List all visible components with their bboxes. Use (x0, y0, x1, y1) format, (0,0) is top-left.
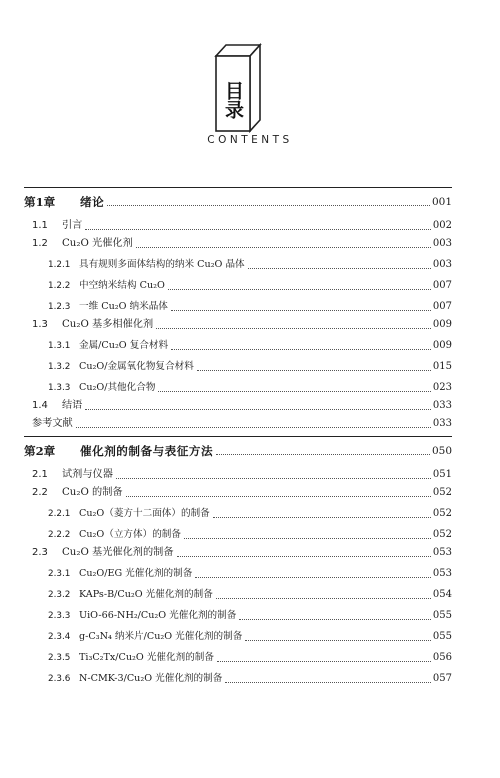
leader-dots (168, 289, 431, 290)
toc-section-entry[interactable] (24, 238, 452, 250)
toc-entry-number: 1.2.3 (48, 302, 71, 312)
toc-entry-title: Cu₂O/EG 光催化剂的制备 (79, 568, 193, 579)
toc-page-number: 001 (431, 196, 452, 208)
toc-page-number: 033 (432, 418, 452, 429)
toc-section-entry[interactable] (24, 400, 452, 412)
leader-dots (197, 370, 431, 371)
leader-dots (217, 661, 431, 662)
toc-entry-title: Cu₂O（菱方十二面体）的制备 (79, 508, 210, 519)
leader-dots (126, 496, 431, 497)
toc-page-number: 052 (432, 529, 452, 540)
toc-subsection-entry[interactable] (24, 301, 452, 313)
toc-page-number: 055 (432, 610, 452, 621)
toc-page-number: 053 (432, 547, 452, 558)
toc-entry-title: 试剂与仪器 (62, 469, 113, 480)
toc-entry-number: 第1章 (24, 195, 56, 209)
leader-dots (85, 229, 431, 230)
toc-section-entry[interactable] (24, 469, 452, 481)
leader-dots (107, 205, 430, 206)
toc-entry-number: 2.3.2 (48, 590, 71, 600)
leader-dots (136, 247, 431, 248)
logo-text: 目录 (222, 81, 244, 119)
toc-entry-title: 金属/Cu₂O 复合材料 (79, 340, 169, 351)
toc-page-number: 003 (432, 259, 452, 270)
toc-page-number: 015 (432, 361, 452, 372)
toc-entry-number: 1.2.1 (48, 260, 71, 270)
leader-dots (171, 310, 431, 311)
leader-dots (216, 454, 430, 455)
toc-subsection-entry[interactable] (24, 652, 452, 664)
toc-entry-title: Ti₃C₂Tx/Cu₂O 光催化剂的制备 (79, 652, 214, 663)
toc-page-number: 050 (431, 445, 452, 457)
toc-page-number: 051 (432, 469, 452, 480)
toc-subsection-entry[interactable] (24, 508, 452, 520)
toc-page-number: 007 (432, 301, 452, 312)
toc-subsection-entry[interactable] (24, 673, 452, 685)
toc-page-number: 055 (432, 631, 452, 642)
leader-dots (85, 409, 431, 410)
toc-entry-number: 2.3.5 (48, 653, 71, 663)
toc-subsection-entry[interactable] (24, 529, 452, 541)
toc-entry-number: 1.3.2 (48, 362, 71, 372)
toc-chapter-entry[interactable] (24, 196, 452, 208)
toc-entry-title: KAPs-B/Cu₂O 光催化剂的制备 (79, 589, 213, 600)
toc-entry-number: 2.3.6 (48, 674, 71, 684)
toc-page-number: 009 (432, 319, 452, 330)
toc-page-number: 003 (432, 238, 452, 249)
toc-entry-title: g-C₃N₄ 纳米片/Cu₂O 光催化剂的制备 (79, 631, 243, 642)
toc-subsection-entry[interactable] (24, 382, 452, 394)
leader-dots (184, 538, 431, 539)
leader-dots (239, 619, 431, 620)
toc-entry-title: 参考文献 (32, 418, 73, 429)
toc-subsection-entry[interactable] (24, 280, 452, 292)
toc-subsection-entry[interactable] (24, 259, 452, 271)
toc-page-number: 054 (432, 589, 452, 600)
toc-references-entry[interactable] (24, 418, 452, 430)
table-of-contents (24, 187, 452, 685)
toc-subsection-entry[interactable] (24, 589, 452, 601)
toc-page-number: 033 (432, 400, 452, 411)
toc-entry-title: UiO-66-NH₂/Cu₂O 光催化剂的制备 (79, 610, 237, 621)
toc-page-number: 057 (432, 673, 452, 684)
leader-dots (245, 640, 431, 641)
toc-entry-title: 绪论 (80, 195, 105, 209)
toc-subsection-entry[interactable] (24, 340, 452, 352)
leader-dots (171, 349, 431, 350)
toc-entry-number: 1.2.2 (48, 281, 71, 291)
toc-section-entry[interactable] (24, 487, 452, 499)
toc-section-entry[interactable] (24, 547, 452, 559)
leader-dots (225, 682, 431, 683)
toc-page-number: 052 (432, 508, 452, 519)
toc-entry-title: 催化剂的制备与表征方法 (80, 444, 214, 458)
toc-subsection-entry[interactable] (24, 631, 452, 643)
toc-page-number: 056 (432, 652, 452, 663)
toc-entry-number: 2.3.4 (48, 632, 71, 642)
toc-entry-number: 1.1 (32, 220, 48, 231)
toc-page-number: 007 (432, 280, 452, 291)
toc-page-number: 009 (432, 340, 452, 351)
toc-entry-number: 第2章 (24, 444, 56, 458)
top-rule (24, 187, 452, 188)
toc-section-entry[interactable] (24, 319, 452, 331)
toc-page-number: 053 (432, 568, 452, 579)
leader-dots (76, 427, 431, 428)
leader-dots (213, 517, 431, 518)
toc-entry-number: 2.2.2 (48, 530, 71, 540)
toc-page-number: 052 (432, 487, 452, 498)
toc-page-number: 023 (432, 382, 452, 393)
toc-entry-number: 2.3 (32, 547, 48, 558)
toc-entry-title: N-CMK-3/Cu₂O 光催化剂的制备 (79, 673, 223, 684)
toc-entry-number: 1.3 (32, 319, 48, 330)
toc-entry-title: Cu₂O 光催化剂 (62, 238, 133, 249)
toc-section-entry[interactable] (24, 220, 452, 232)
toc-chapter-entry[interactable] (24, 445, 452, 457)
toc-entry-number: 2.1 (32, 469, 48, 480)
toc-entry-number: 1.3.1 (48, 341, 71, 351)
contents-box-logo (212, 42, 278, 134)
toc-entry-title: Cu₂O 基多相催化剂 (62, 319, 154, 330)
toc-entry-title: Cu₂O 基光催化剂的制备 (62, 547, 174, 558)
toc-entry-number: 2.3.1 (48, 569, 71, 579)
toc-entry-title: 一维 Cu₂O 纳米晶体 (79, 301, 168, 312)
contents-heading: CONTENTS (207, 134, 293, 146)
toc-entry-number: 2.2 (32, 487, 48, 498)
toc-entry-title: Cu₂O/金属氧化物复合材料 (79, 361, 194, 372)
toc-entry-title: 具有规则多面体结构的纳米 Cu₂O 晶体 (79, 259, 245, 270)
leader-dots (248, 268, 431, 269)
leader-dots (216, 598, 431, 599)
toc-entry-title: Cu₂O/其他化合物 (79, 382, 156, 393)
leader-dots (116, 478, 431, 479)
toc-entry-title: 引言 (62, 220, 83, 231)
toc-entry-number: 2.2.1 (48, 509, 71, 519)
toc-entry-title: Cu₂O（立方体）的制备 (79, 529, 181, 540)
toc-subsection-entry[interactable] (24, 361, 452, 373)
toc-entry-number: 1.2 (32, 238, 48, 249)
toc-subsection-entry[interactable] (24, 568, 452, 580)
leader-dots (158, 391, 430, 392)
toc-page-number: 002 (432, 220, 452, 231)
toc-entry-title: Cu₂O 的制备 (62, 487, 123, 498)
chapter-rule (24, 436, 452, 437)
toc-entry-number: 1.3.3 (48, 383, 71, 393)
toc-entry-title: 结语 (62, 400, 83, 411)
leader-dots (177, 556, 431, 557)
leader-dots (156, 328, 431, 329)
toc-entry-number: 2.3.3 (48, 611, 71, 621)
leader-dots (195, 577, 431, 578)
toc-entry-title: 中空纳米结构 Cu₂O (79, 280, 165, 291)
toc-subsection-entry[interactable] (24, 610, 452, 622)
toc-entry-number: 1.4 (32, 400, 48, 411)
